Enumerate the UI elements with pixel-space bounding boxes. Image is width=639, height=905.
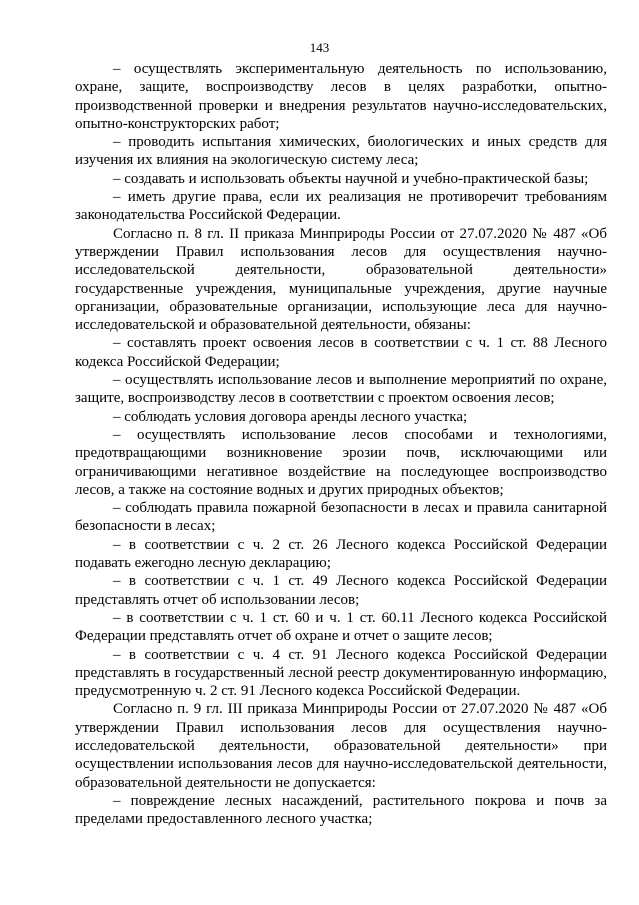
bullet-lease-terms: – соблюдать условия договора аренды лесного участка; [113,408,468,425]
bullet-research-facilities: – создавать и использовать объекты научной и учебно-практической базы; [113,170,589,187]
bullet-testing-substances: – проводить испытания химических, биологических и иных средств для изучения их влияния на экологическую систему леса; [75,134,607,169]
bullet-forest-development-project: – составлять проект освоения лесов в соответствии с ч. 1 ст. 88 Лесного кодекса Российской Федерации; [75,335,607,370]
bullet-usage-report: – в соответствии с ч. 1 ст. 49 Лесного кодекса Российской Федерации представлять отчет об использовании лесов; [75,573,607,608]
bullet-fire-safety: – соблюдать правила пожарной безопасности в лесах и правила санитарной безопасности в лесах; [75,500,607,535]
page-number: 143 [309,40,330,55]
paragraph-order-section-8: Согласно п. 8 гл. II приказа Минприроды России от 27.07.2020 № 487 «Об утверждении Правил использования лесов для осуществления научно-исследовательской деятельности, образовательной деятельности» государственные учреждения, муниципальные учреждения, другие научные организации, образовательные организации, использующие леса для научно-исследовательской и образовательной деятельности, обязаны: [75,225,607,334]
bullet-forest-declaration: – в соответствии с ч. 2 ст. 26 Лесного кодекса Российской Федерации подавать ежегодно лесную декларацию; [75,536,607,572]
bullet-damage-prohibition: – повреждение лесных насаждений, растительного покрова и почв за пределами предоставленного лесного участка; [75,792,607,828]
paragraph-order-section-9: Согласно п. 9 гл. III приказа Минприроды России от 27.07.2020 № 487 «Об утверждении Правил использования лесов для осуществления научно-исследовательской деятельности, образовательной деятельности» при осуществлении использования лесов для научно-исследовательской деятельности, образовательной деятельности не допускается: [75,701,607,791]
bullet-use-and-protection: – осуществлять использование лесов и выполнение мероприятий по охране, защите, воспроизводству лесов в соответствии с проектом освоения лесов; [75,372,607,407]
bullet-other-rights: – иметь другие права, если их реализация не противоречит требованиям законодательства Российской Федерации. [75,189,607,224]
document-body [75,60,607,828]
bullet-experimental-activity: – осуществлять экспериментальную деятельность по использованию, охране, защите, воспроизводству лесов в целях разработки, опытно-производственной проверки и внедрения результатов научно-исследовательских, опытно-конструкторских работ; [75,61,607,132]
bullet-protection-report: – в соответствии с ч. 1 ст. 60 и ч. 1 ст. 60.11 Лесного кодекса Российской Федерации представлять отчет об охране и отчет о защите лесов; [75,609,607,645]
bullet-forest-registry: – в соответствии с ч. 4 ст. 91 Лесного кодекса Российской Федерации представлять в государственный лесной реестр документированную информацию, предусмотренную ч. 2 ст. 91 Лесного кодекса Российской Федерации. [75,646,607,700]
bullet-erosion-prevention: – осуществлять использование лесов способами и технологиями, предотвращающими возникновение эрозии почв, исключающими или ограничивающими негативное воздействие на последующее воспроизводство лесов, а также на состояние водных и других природных объектов; [75,426,607,498]
